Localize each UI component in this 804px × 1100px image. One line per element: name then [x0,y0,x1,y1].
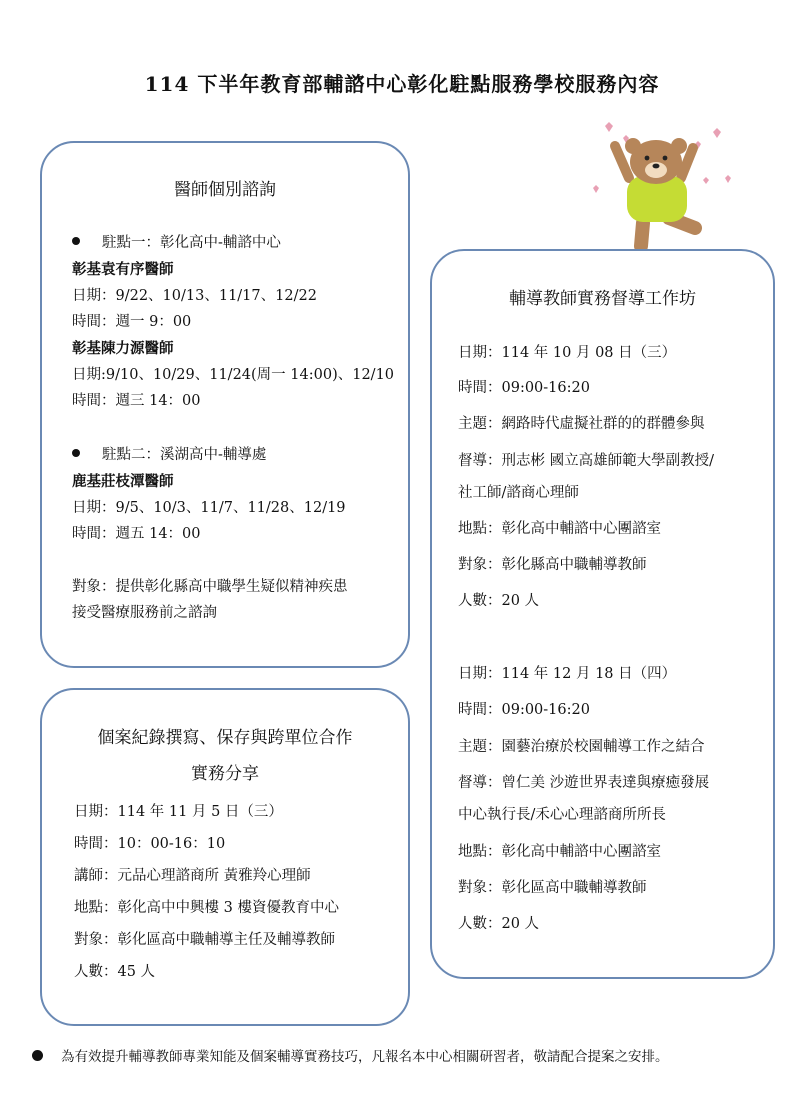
target-line1: 對象：提供彰化縣高中職學生疑似精神疾患 [72,579,348,595]
site2-label: 駐點二：溪湖高中-輔導處 [72,445,266,465]
bullet-icon [72,237,80,245]
session2-place: 地點：彰化高中輔諮中心團諮室 [458,844,661,860]
case-sharing-box [40,688,410,1026]
footer-note: 為有效提升輔導教師專業知能及個案輔導實務技巧，凡報名本中心相關研習者，敬請配合提案之安排。 [32,1045,669,1065]
case-place: 地點：彰化高中中興樓 3 樓資優教育中心 [74,900,339,916]
doctor1-date: 日期：9/22、10/13、11/17、12/22 [72,288,317,304]
doctor2-date: 日期:9/10、10/29、11/24(周一 14:00)、12/10 [72,367,395,383]
page-title: 114 下半年教育部輔諮中心彰化駐點服務學校服務內容 [144,72,660,96]
case-target: 對象：彰化區高中職輔導主任及輔導教師 [74,932,335,948]
bullet-icon [72,449,80,457]
target-line2: 接受醫療服務前之諮詢 [72,605,217,621]
session2-target: 對象：彰化區高中職輔導教師 [458,880,647,896]
doctor-box-heading: 醫師個別諮詢 [174,180,276,200]
bear-illustration [585,118,735,258]
doctor3-name: 鹿基莊枝潭醫師 [72,473,174,490]
session2-topic: 主題：園藝治療於校園輔導工作之結合 [458,739,705,755]
site1-label: 駐點一：彰化高中-輔諮中心 [72,233,281,253]
session1-topic: 主題：網路時代虛擬社群的的群體參與 [458,416,705,432]
doctor3-date: 日期：9/5、10/3、11/7、11/28、12/19 [72,500,346,516]
session2-supervisor: 督導：曾仁美 沙遊世界表達與療癒發展 [458,775,710,791]
case-heading-line1: 個案紀錄撰寫、保存與跨單位合作 [97,728,353,748]
case-time: 時間：10：00-16：10 [74,836,226,852]
session2-supervisor-title: 中心執行長/禾心心理諮商所所長 [458,807,666,823]
case-date: 日期：114 年 11 月 5 日（三） [74,804,283,820]
session1-date: 日期：114 年 10 月 08 日（三） [458,345,677,361]
session1-supervisor: 督導：刑志彬 國立高雄師範大學副教授/ [458,453,714,469]
session2-count: 人數：20 人 [458,916,540,932]
case-heading-line2: 實務分享 [191,764,259,784]
session1-count: 人數：20 人 [458,593,540,609]
workshop-box [430,249,775,979]
session1-place: 地點：彰化高中輔諮中心團諮室 [458,521,661,537]
case-speaker: 講師：元品心理諮商所 黃雅羚心理師 [74,868,311,884]
session2-date: 日期：114 年 12 月 18 日（四） [458,666,677,682]
doctor3-time: 時間：週五 14：00 [72,526,201,542]
doctor1-name: 彰基袁有序醫師 [72,261,174,278]
doctor-consult-box [40,141,410,668]
doctor2-name: 彰基陳力源醫師 [72,340,174,357]
case-count: 人數：45 人 [74,964,156,980]
session1-supervisor-title: 社工師/諮商心理師 [458,485,579,501]
doctor1-time: 時間：週一 9：00 [72,314,192,330]
doctor2-time: 時間：週三 14：00 [72,393,201,409]
session1-target: 對象：彰化縣高中職輔導教師 [458,557,647,573]
workshop-heading: 輔導教師實務督導工作坊 [509,289,696,309]
session1-time: 時間：09:00-16:20 [458,380,590,396]
bullet-icon [32,1050,43,1061]
session2-time: 時間：09:00-16:20 [458,702,590,718]
